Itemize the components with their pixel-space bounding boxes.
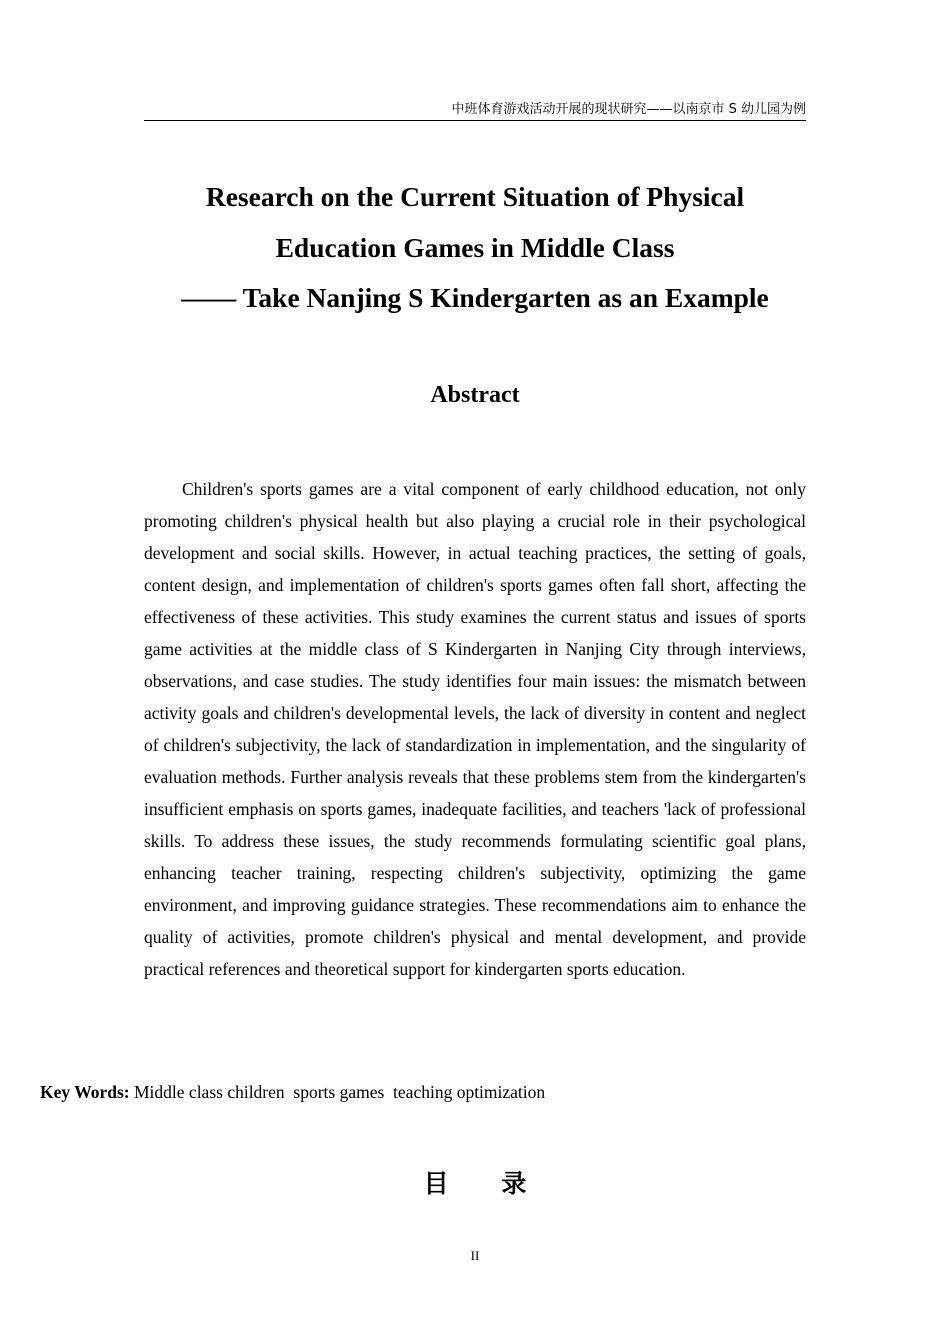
toc-heading: 目 录 bbox=[423, 1169, 549, 1198]
paper-title bbox=[100, 172, 850, 324]
title-line-1: Research on the Current Situation of Physical bbox=[205, 181, 745, 212]
keywords-value: Middle class children sports games teaching optimization bbox=[129, 1082, 546, 1102]
page-number: II bbox=[470, 1248, 480, 1263]
keywords-label: Key Words: bbox=[40, 1082, 130, 1102]
running-header bbox=[144, 100, 806, 121]
abstract-heading: Abstract bbox=[430, 382, 520, 408]
keywords bbox=[40, 1078, 910, 1106]
title-line-3: —— Take Nanjing S Kindergarten as an Example bbox=[181, 282, 769, 313]
title-line-2: Education Games in Middle Class bbox=[275, 231, 675, 263]
abstract-body: Children's sports games are a vital component of early childhood education, not only promoting children's physical health but also playing a crucial role in their psychological development and social skills. However, in actual teaching practices, the setting of goals, content design, and implementation of children's sports games often fall short, affecting the effectiveness of these activities. This study examines the current status and issues of sports game activities at the middle class of S Kindergarten in Nanjing City through interviews, observations, and case studies. The study identifies four main issues: the mismatch between activity goals and children's developmental levels, the lack of diversity in content and neglect of children's subjectivity, the lack of standardization in implementation, and the singularity of evaluation methods. Further analysis reveals that these problems stem from the kindergarten's insufficient emphasis on sports games, inadequate facilities, and teachers 'lack of professional skills. To address these issues, the study recommends formulating scientific goal plans, enhancing teacher training, respecting children's subjectivity, optimizing the game environment, and improving guidance strategies. These recommendations aim to enhance the quality of activities, promote children's physical and mental development, and provide practical references and theoretical support for kindergarten sports education. bbox=[144, 479, 806, 979]
running-header-title: 中班体育游戏活动开展的现状研究——以南京市 S 幼儿园为例 bbox=[451, 102, 806, 117]
